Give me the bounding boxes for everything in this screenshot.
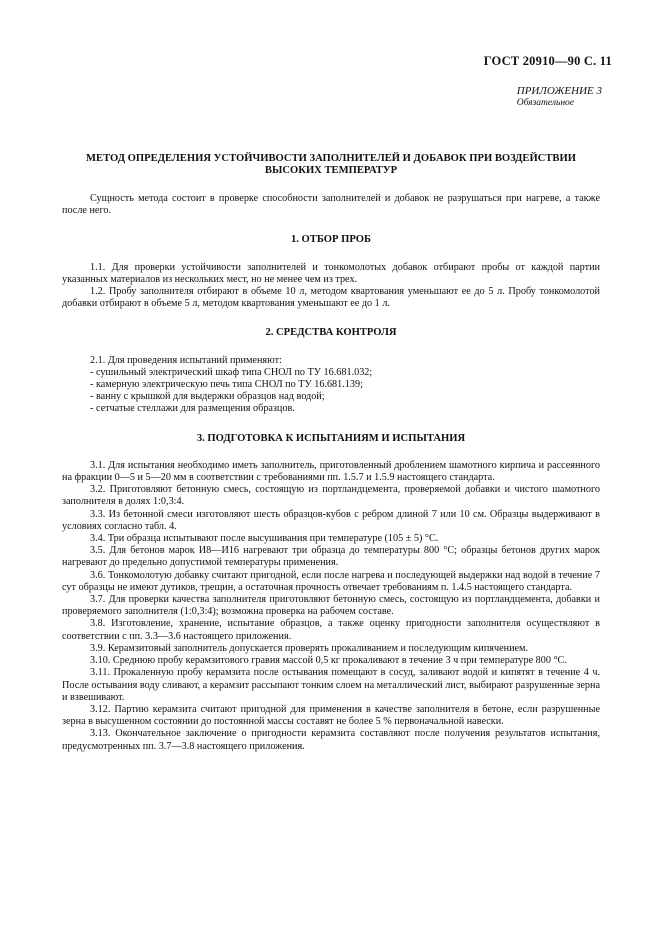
paragraph-3-7: 3.7. Для проверки качества заполнителя приготовляют бетонную смесь, состоящую из портландцемента, добавки и проверяемого заполнителя (1:0,3:4); возможна проверка на рабочем составе. (62, 594, 600, 618)
list-item: - камерную электрическую печь типа СНОЛ по ТУ 16.681.139; (90, 379, 363, 391)
paragraph-3-1: 3.1. Для испытания необходимо иметь заполнитель, приготовленный дроблением шамотного кирпича и рассеянного на фракции 0—5 и 5—20 мм в соответствии с требованиями пп. 1.5.7 и 1.5.9 настоящего стандарта. (62, 459, 600, 484)
list-item: - сетчатые стеллажи для размещения образцов. (90, 403, 295, 415)
paragraph-3-5: 3.5. Для бетонов марок И8—И16 нагревают три образца до температуры 800 °С; образцы бетонов других марок нагревают до предельно допустимой температуры применения. (62, 545, 600, 569)
list-item: - сушильный электрический шкаф типа СНОЛ по ТУ 16.681.032; (90, 366, 373, 378)
paragraph-3-10: 3.10. Среднюю пробу керамзитового гравия массой 0,5 кг прокаливают в течение 3 ч при температуре 800 °С. (90, 655, 567, 667)
paragraph-1-1: 1.1. Для проверки устойчивости заполнителей и тонкомолотых добавок отбирают пробы от каждой партии указанных материалов из нескольких мест, но не менее чем из трех. (62, 261, 600, 285)
section-1-title: 1. ОТБОР ПРОБ (290, 234, 372, 246)
paragraph-3-9: 3.9. Керамзитовый заполнитель допускается проверять прокаливанием и последующим кипячением. (90, 642, 529, 654)
paragraph-3-2: 3.2. Приготовляют бетонную смесь, состоящую из портландцемента, проверяемой добавки и чистого шамотного заполнителя в долях 1:0,3:4. (62, 484, 600, 508)
paragraph-3-3: 3.3. Из бетонной смеси изготовляют шесть образцов-кубов с ребром длиной 7 или 10 см. Образцы выдерживают в условиях согласно табл. 4. (62, 508, 600, 532)
paragraph-3-13: 3.13. Окончательное заключение о пригодности керамзита составляют после получения результатов испытания, предусмотренных пп. 3.7—3.8 настоящего приложения. (62, 728, 600, 752)
appendix-label (517, 85, 602, 109)
equipment-list (62, 355, 600, 416)
page-header-gost: ГОСТ 20910—90 С. 11 (483, 54, 612, 68)
paragraph-1-2: 1.2. Пробу заполнителя отбирают в объеме 10 л, методом квартования уменьшают ее до 5 л. Пробу тонкомолотой добавки отбирают в объеме 5 л, методом квартования уменьшают ее до 1 л. (62, 286, 600, 310)
paragraph-3-8: 3.8. Изготовление, хранение, испытание образцов, а также оценку пригодности заполнителя осуществляют в соответствии с пп. 3.3—3.6 настоящего приложения. (62, 618, 600, 642)
paragraph-3-6: 3.6. Тонкомолотую добавку считают пригодной, если после нагрева и последующей выдержки над водой в течение 7 сут образцы не имеют дутиков, трещин, а остаточная прочность отвечает требованиям п. 1.4.5 настоящего стандарта. (62, 569, 600, 593)
section-2-title: 2. СРЕДСТВА КОНТРОЛЯ (265, 327, 397, 339)
paragraph-3-12: 3.12. Партию керамзита считают пригодной для применения в качестве заполнителя в бетоне, если разрушенные зерна в высушенном состоянии до постоянной массы составят не более 5 % первоначальной навески. (62, 703, 600, 728)
paragraph-3-4: 3.4. Три образца испытывают после высушивания при температуре (105 ± 5) °С. (90, 533, 439, 545)
paragraph-2-1: 2.1. Для проведения испытаний применяют: (90, 354, 282, 366)
intro-paragraph: Сущность метода состоит в проверке способности заполнителей и добавок не разрушаться при нагреве, а также после него. (62, 193, 600, 217)
document-title: МЕТОД ОПРЕДЕЛЕНИЯ УСТОЙЧИВОСТИ ЗАПОЛНИТЕЛЕЙ И ДОБАВОК ПРИ ВОЗДЕЙСТВИИ ВЫСОКИХ ТЕМПЕРАТУР (86, 153, 576, 176)
list-item: - ванну с крышкой для выдержки образцов над водой; (90, 391, 325, 403)
appendix-type: Обязательное (516, 98, 575, 108)
appendix-number: ПРИЛОЖЕНИЕ 3 (516, 85, 602, 97)
section-3-title: 3. ПОДГОТОВКА К ИСПЫТАНИЯМ И ИСПЫТАНИЯ (196, 432, 466, 444)
paragraph-3-11: 3.11. Прокаленную пробу керамзита после остывания помещают в сосуд, заливают водой и кипятят в течение 4 ч. После остывания воду сливают, а керамзит рассыпают тонким слоем на металлический лист, выбирают разрушенные зерна и взвешивают. (62, 667, 600, 703)
document-body (62, 153, 600, 753)
